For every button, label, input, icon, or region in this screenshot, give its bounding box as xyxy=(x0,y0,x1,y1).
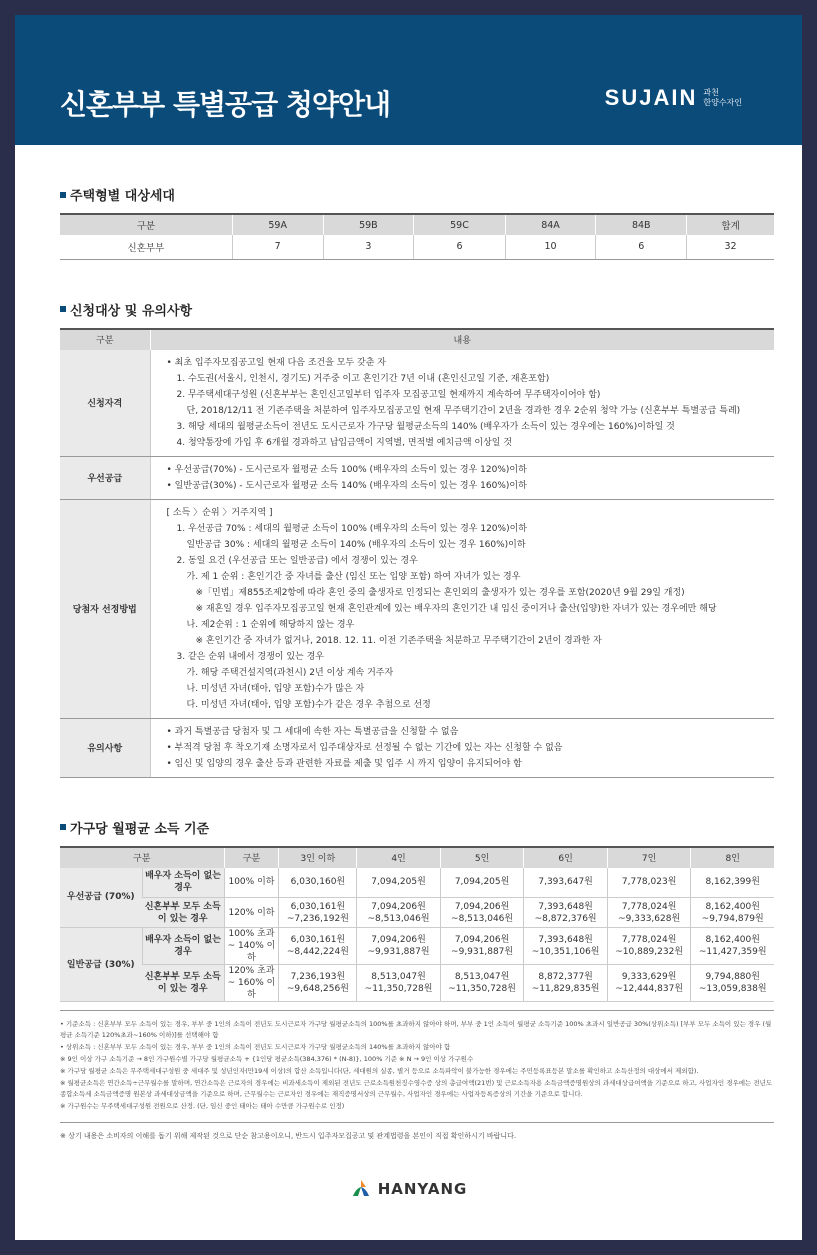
content-line: 2. 동일 요건 (우선공급 또는 일반공급) 에서 경쟁이 있는 경우 xyxy=(176,555,418,566)
income-value: 7,094,206원 ~9,931,887원 xyxy=(357,928,441,965)
income-value: 7,393,647원 xyxy=(524,868,608,898)
table-row xyxy=(60,499,774,718)
square-bullet-icon xyxy=(60,824,66,830)
income-value: 7,393,648원 ~8,872,376원 xyxy=(524,898,608,928)
row-category: 당첨자 선정방법 xyxy=(60,499,150,718)
income-ratio: 100% 이하 xyxy=(224,868,279,898)
income-value: 6,030,160원 xyxy=(279,868,357,898)
income-ratio: 120% 이하 xyxy=(224,898,279,928)
table-cell: 6 xyxy=(414,235,505,259)
note-line: • 기준소득 : 신혼부부 모두 소득이 있는 경우, 부부 중 1인의 소득이 전년도 도시근로자 가구당 월평균소득의 100%를 초과하지 않아야 하며, 부부 중 1인 소득이 월평균 소득기준 100% 초과시 일반공급 30%(상위소득) [부부 모두 소득이 있는 경우 (월평균 소득기준 120%초과~160% 이하)]를 선택해야 함 xyxy=(60,1020,772,1039)
row-category: 신청자격 xyxy=(60,350,150,457)
section-title-income xyxy=(60,818,774,837)
col-header: 84A xyxy=(505,214,596,235)
section-title-units xyxy=(60,185,774,204)
footer-brand-name: HANYANG xyxy=(377,1180,468,1198)
content-line: 3. 같은 순위 내에서 경쟁이 있는 경우 xyxy=(176,651,324,662)
table-cell: 3 xyxy=(323,235,414,259)
section-title-text: 주택형별 대상세대 xyxy=(70,189,175,204)
col-header: 5인 xyxy=(440,847,524,868)
col-header: 구분 xyxy=(60,847,224,868)
col-header: 59B xyxy=(323,214,414,235)
sub-category: 배우자 소득이 없는 경우 xyxy=(142,928,224,965)
income-table xyxy=(60,846,774,1003)
row-content xyxy=(150,456,774,499)
col-header: 3인 이하 xyxy=(279,847,357,868)
sub-category: 배우자 소득이 없는 경우 xyxy=(142,868,224,898)
group-category: 일반공급 (30%) xyxy=(60,928,142,1002)
brand-name: SUJAIN xyxy=(604,85,698,110)
income-value: 7,236,193원 ~9,648,256원 xyxy=(279,965,357,1002)
income-value: 7,778,024원 ~9,333,628원 xyxy=(607,898,691,928)
table-row xyxy=(60,868,774,898)
col-header: 8인 xyxy=(691,847,774,868)
income-value: 7,094,206원 ~8,513,046원 xyxy=(357,898,441,928)
table-row xyxy=(60,456,774,499)
table-row xyxy=(60,928,774,965)
col-header: 구분 xyxy=(60,329,150,350)
income-value: 7,094,205원 xyxy=(357,868,441,898)
col-header: 구분 xyxy=(60,214,232,235)
disclaimer: ※ 상기 내용은 소비자의 이해를 돕기 위해 제작된 것으로 단순 참고용이오니, 반드시 입주자모집공고 및 관계법령을 본인이 직접 확인하시기 바랍니다. xyxy=(60,1122,774,1141)
square-bullet-icon xyxy=(60,306,66,312)
content-line: ※ 재혼일 경우 입주자모집공고일 현재 혼인관계에 있는 배우자의 혼인기간 내 임신 중이거나 출산(입양)한 자녀가 있는 경우에만 해당 xyxy=(186,603,717,614)
section-title-text: 가구당 월평균 소득 기준 xyxy=(70,821,210,837)
table-row xyxy=(60,965,774,1002)
table-row xyxy=(60,898,774,928)
sujain-logo xyxy=(605,85,742,111)
header-banner xyxy=(15,15,802,145)
square-bullet-icon xyxy=(60,192,66,198)
income-value: 7,393,648원 ~10,351,106원 xyxy=(524,928,608,965)
hanyang-logo xyxy=(15,1178,802,1200)
table-row xyxy=(60,350,774,457)
content-line: • 과거 특별공급 당첨자 및 그 세대에 속한 자는 특별공급을 신청할 수 없음 xyxy=(166,726,459,737)
content-line: 3. 해당 세대의 월평균소득이 전년도 도시근로자 가구당 월평균소득의 140% (배우자가 소득이 있는 경우에는 160%)이하일 것 xyxy=(176,421,675,432)
col-header: 내용 xyxy=(150,329,774,350)
col-header: 84B xyxy=(596,214,687,235)
content-line: 나. 제2순위 : 1 순위에 해당하지 않는 경우 xyxy=(186,619,355,630)
col-header: 7인 xyxy=(607,847,691,868)
row-content xyxy=(150,718,774,777)
row-content xyxy=(150,350,774,457)
col-header: 합계 xyxy=(687,214,774,235)
income-ratio: 100% 초과 ~ 140% 이하 xyxy=(224,928,279,965)
section-title-eligibility xyxy=(60,300,774,319)
page-title: 신혼부부 특별공급 청약안내 xyxy=(60,88,391,121)
col-header: 59A xyxy=(232,214,323,235)
content-line: 일반공급 30% : 세대의 월평균 소득이 140% (배우자의 소득이 있는 경우 160%)이하 xyxy=(186,539,526,550)
income-value: 7,778,023원 xyxy=(607,868,691,898)
income-value: 9,333,629원 ~12,444,837원 xyxy=(607,965,691,1002)
income-value: 8,513,047원 ~11,350,728원 xyxy=(440,965,524,1002)
sub-category: 신혼부부 모두 소득이 있는 경우 xyxy=(142,965,224,1002)
content-line: 1. 우선공급 70% : 세대의 월평균 소득이 100% (배우자의 소득이 있는 경우 120%)이하 xyxy=(176,523,527,534)
content-line: [ 소득 〉순위 〉거주지역 ] xyxy=(166,507,273,518)
income-value: 7,094,205원 xyxy=(440,868,524,898)
content-line: 다. 미성년 자녀(태아, 입양 포함)수가 같은 경우 추첨으로 선정 xyxy=(186,699,431,710)
col-header: 4인 xyxy=(357,847,441,868)
row-content xyxy=(150,499,774,718)
content-line: 단, 2018/12/11 전 기존주택을 처분하여 입주자모집공고일 현재 무주택기간이 2년을 경과한 경우 2순위 청약 가능 (신혼부부 특별공급 특례) xyxy=(186,405,741,416)
content-line: • 일반공급(30%) - 도시근로자 월평균 소득 140% (배우자의 소득이 있는 경우 160%)이하 xyxy=(166,480,527,491)
income-value: 8,162,400원 ~11,427,359원 xyxy=(691,928,774,965)
group-category: 우선공급 (70%) xyxy=(60,868,142,928)
eligibility-table xyxy=(60,328,774,778)
content-line: • 우선공급(70%) - 도시근로자 월평균 소득 100% (배우자의 소득이 있는 경우 120%)이하 xyxy=(166,464,527,475)
content-line: • 최초 입주자모집공고일 현재 다음 조건을 모두 갖춘 자 xyxy=(166,357,386,368)
content-line: • 부적격 당첨 후 착오기재 소명자로서 입주대상자로 선정될 수 없는 기간에 있는 자는 신청할 수 없음 xyxy=(166,742,563,753)
income-value: 8,872,377원 ~11,829,835원 xyxy=(524,965,608,1002)
page-frame xyxy=(15,15,802,1240)
note-line: ※ 월평균소득은 연간소득÷근무월수를 말하며, 연간소득은 근로자의 경우에는 비과세소득이 제외된 전년도 근로소득원천징수영수증 상의 총급여액(21번) 및 근로소득자용 소득금액증명원상의 과세대상급여액을 기준으로 하고, 사업자인 경우에는 전년도 종합소득세 소득금액증명 원본상 과세대상금액을 기준으로 하며, 근무월수는 근로자인 경우에는 재직증명서상의 근무월수, 사업자인 경우에는 사업자등록증상의 기간을 기준으로 합니다. xyxy=(60,1079,773,1098)
content-line: 가. 해당 주택건설지역(과천시) 2년 이상 계속 거주자 xyxy=(186,667,394,678)
income-value: 7,094,206원 ~9,931,887원 xyxy=(440,928,524,965)
col-header: 구분 xyxy=(224,847,279,868)
brand-sub-line1: 과천 xyxy=(703,88,719,97)
income-value: 6,030,161원 ~8,442,224원 xyxy=(279,928,357,965)
table-cell: 신혼부부 xyxy=(60,235,232,259)
income-notes xyxy=(60,1010,774,1112)
note-line: ※ 가구원수는 무주택세대구성원 전원으로 산정. (단, 임신 중인 태아는 태아 수만큼 가구원수로 인정) xyxy=(60,1102,345,1110)
row-category: 우선공급 xyxy=(60,456,150,499)
table-row xyxy=(60,718,774,777)
units-table xyxy=(60,213,774,260)
income-value: 7,094,206원 ~8,513,046원 xyxy=(440,898,524,928)
col-header: 59C xyxy=(414,214,505,235)
income-value: 8,513,047원 ~11,350,728원 xyxy=(357,965,441,1002)
brand-subtitle xyxy=(703,88,742,108)
note-line: ※ 가구당 월평균 소득은 무주택세대구성원 중 세대주 및 성년인자(만19세 이상)의 합산 소득입니다(단, 세대원의 실종, 별거 등으로 소득파악이 불가능한 경우에는 주민등록표등본 말소를 확인하고 소득산정의 대상에서 제외함). xyxy=(60,1067,699,1075)
sub-category: 신혼부부 모두 소득이 있는 경우 xyxy=(142,898,224,928)
table-cell: 6 xyxy=(596,235,687,259)
income-value: 8,162,400원 ~9,794,879원 xyxy=(691,898,774,928)
content-line: 1. 수도권(서울시, 인천시, 경기도) 거주중 이고 혼인기간 7년 이내 (혼인신고일 기준, 재혼포함) xyxy=(176,373,550,384)
content-line: ※「민법」제855조제2항에 따라 혼인 중의 출생자로 인정되는 혼인외의 출생자가 있는 경우를 포함(2020년 9월 29일 개정) xyxy=(186,587,685,598)
income-ratio: 120% 초과 ~ 160% 이하 xyxy=(224,965,279,1002)
income-value: 7,778,024원 ~10,889,232원 xyxy=(607,928,691,965)
content-line: 4. 청약통장에 가입 후 6개월 경과하고 납입금액이 지역별, 면적별 예치금액 이상일 것 xyxy=(176,437,513,448)
content-line: 가. 제 1 순위 : 혼인기간 중 자녀를 출산 (임신 또는 입양 포함) 하여 자녀가 있는 경우 xyxy=(186,571,521,582)
content-line: 2. 무주택세대구성원 (신혼부부는 혼인신고일부터 입주자 모집공고일 현재까지 계속하여 무주택자이어야 함) xyxy=(176,389,601,400)
table-cell: 32 xyxy=(687,235,774,259)
income-value: 6,030,161원 ~7,236,192원 xyxy=(279,898,357,928)
content-line: • 임신 및 입양의 경우 출산 등과 관련한 자료를 제출 및 입주 시 까지 입양이 유지되어야 함 xyxy=(166,758,522,769)
section-title-text: 신청대상 및 유의사항 xyxy=(70,303,193,319)
col-header: 6인 xyxy=(524,847,608,868)
hanyang-mark-icon xyxy=(350,1178,372,1200)
note-line: ※ 9인 이상 가구 소득기준 → 8인 가구원수별 가구당 월평균소득 + {1인당 평균소득(384,376) * (N-8)}, 100% 기준 ※ N → 9인 이상 가구원수 xyxy=(60,1055,474,1063)
table-cell: 7 xyxy=(232,235,323,259)
brand-sub-line2: 한양수자인 xyxy=(703,98,742,107)
table-cell: 10 xyxy=(505,235,596,259)
income-value: 9,794,880원 ~13,059,838원 xyxy=(691,965,774,1002)
content-line: 나. 미성년 자녀(태아, 입양 포함)수가 많은 자 xyxy=(186,683,365,694)
income-value: 8,162,399원 xyxy=(691,868,774,898)
row-category: 유의사항 xyxy=(60,718,150,777)
note-line: • 상위소득 : 신혼부부 모두 소득이 있는 경우, 부부 중 1인의 소득이 전년도 도시근로자 가구당 월평균소득의 140%를 초과하지 않아야 함 xyxy=(60,1043,451,1051)
content-line: ※ 혼인기간 중 자녀가 없거나, 2018. 12. 11. 이전 기존주택을 처분하고 무주택기간이 2년이 경과한 자 xyxy=(186,635,602,646)
